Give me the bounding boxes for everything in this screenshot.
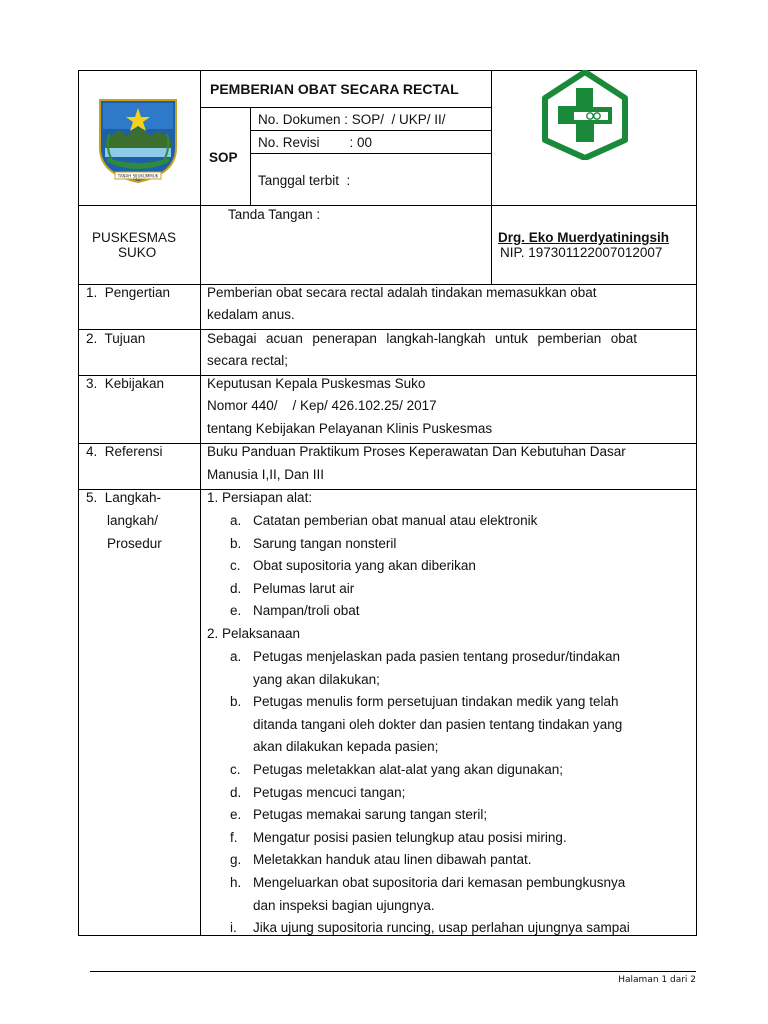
pelaksanaan-item-text: akan dilakukan kepada pasien; xyxy=(253,739,439,755)
tujuan-line: secara rectal; xyxy=(207,353,289,368)
sop-label: SOP xyxy=(209,150,238,165)
section-label-referensi: 4. Referensi xyxy=(86,444,163,459)
persiapan-item-marker: b. xyxy=(230,535,242,551)
persiapan-title: 1. Persiapan alat: xyxy=(207,490,313,505)
persiapan-item-marker: c. xyxy=(230,558,241,574)
persiapan-item-text: Obat supositoria yang akan diberikan xyxy=(253,558,476,574)
pelaksanaan-item-text: Petugas memakai sarung tangan steril; xyxy=(253,807,488,823)
row-divider-2 xyxy=(78,329,697,330)
pelaksanaan-item-marker: g. xyxy=(230,852,242,868)
section-label-langkah: langkah/ xyxy=(107,513,159,528)
section-label-langkah: Prosedur xyxy=(107,536,162,551)
section-label-kebijakan: 3. Kebijakan xyxy=(86,376,165,391)
title-underline xyxy=(200,107,491,108)
header-divider-left xyxy=(200,70,201,285)
tanda-tangan-label: Tanda Tangan : xyxy=(228,207,321,222)
puskesmas-name-line2: SUKO xyxy=(118,245,157,260)
tujuan-line: Sebagai acuan penerapan langkah-langkah untuk pemberian obat xyxy=(207,331,638,346)
pelaksanaan-item-text: Petugas meletakkan alat-alat yang akan digunakan; xyxy=(253,762,563,777)
pelaksanaan-title: 2. Pelaksanaan xyxy=(207,626,301,641)
page-number: Halaman 1 dari 2 xyxy=(618,975,696,985)
table-border-left xyxy=(78,70,79,936)
pelaksanaan-item-text: Mengatur posisi pasien telungkup atau posisi miring. xyxy=(253,829,567,845)
persiapan-item-text: Nampan/troli obat xyxy=(253,603,360,619)
pelaksanaan-item-text: Petugas mencuci tangan; xyxy=(253,784,406,800)
pelaksanaan-item-marker: i. xyxy=(230,920,237,936)
header-row-divider xyxy=(78,205,697,206)
revisi-underline xyxy=(250,153,491,154)
pelaksanaan-item-marker: f. xyxy=(230,829,238,845)
persiapan-item-marker: a. xyxy=(230,513,242,528)
no-revisi-field: No. Revisi : 00 xyxy=(258,135,373,150)
signer-nip: NIP. 197301122007012007 xyxy=(500,245,663,260)
persiapan-item-text: Pelumas larut air xyxy=(253,580,355,596)
dokumen-underline xyxy=(250,130,491,131)
regional-emblem-logo xyxy=(95,96,181,186)
table-border-right xyxy=(696,70,697,936)
sop-divider xyxy=(250,107,251,205)
pelaksanaan-item-text: Meletakkan handuk atau linen dibawah pantat. xyxy=(253,852,532,868)
pelaksanaan-item-text: Jika ujung supositoria runcing, usap perlahan ujungnya sampai xyxy=(253,920,630,936)
kebijakan-line: tentang Kebijakan Pelayanan Klinis Puskesmas xyxy=(207,421,493,436)
puskesmas-name-line1: PUSKESMAS xyxy=(92,230,177,245)
persiapan-item-text: Catatan pemberian obat manual atau elektronik xyxy=(253,513,538,528)
pelaksanaan-item-marker: c. xyxy=(230,762,241,777)
kebijakan-line: Keputusan Kepala Puskesmas Suko xyxy=(207,376,426,391)
pelaksanaan-item-marker: d. xyxy=(230,784,242,800)
puskesmas-logo xyxy=(540,70,630,160)
referensi-line: Manusia I,II, Dan III xyxy=(207,467,325,482)
referensi-line: Buku Panduan Praktikum Proses Keperawatan Dan Kebutuhan Dasar xyxy=(207,444,626,459)
document-title: PEMBERIAN OBAT SECARA RECTAL xyxy=(210,81,459,97)
section-label-pengertian: 1. Pengertian xyxy=(86,285,171,300)
row-divider-5 xyxy=(78,489,697,490)
header-divider-right xyxy=(491,70,492,285)
persiapan-item-text: Sarung tangan nonsteril xyxy=(253,535,397,551)
pelaksanaan-item-text: yang akan dilakukan; xyxy=(253,671,380,687)
no-dokumen-field: No. Dokumen : SOP/ / UKP/ II/ xyxy=(258,112,446,127)
section-label-tujuan: 2. Tujuan xyxy=(86,331,146,346)
pengertian-line: kedalam anus. xyxy=(207,307,295,322)
signer-name: Drg. Eko Muerdyatiningsih xyxy=(498,230,670,245)
persiapan-item-marker: d. xyxy=(230,580,242,596)
tanggal-terbit-field: Tanggal terbit : xyxy=(258,173,351,188)
pelaksanaan-item-marker: e. xyxy=(230,807,242,823)
pengertian-line: Pemberian obat secara rectal adalah tindakan memasukkan obat xyxy=(207,285,597,300)
pelaksanaan-item-marker: h. xyxy=(230,875,242,890)
pelaksanaan-item-marker: a. xyxy=(230,649,242,664)
svg-text:TANAH SIJUKUMMUK: TANAH SIJUKUMMUK xyxy=(117,173,159,179)
kebijakan-line: Nomor 440/ / Kep/ 426.102.25/ 2017 xyxy=(207,398,437,413)
pelaksanaan-item-text: Petugas menjelaskan pada pasien tentang prosedur/tindakan xyxy=(253,649,621,664)
pelaksanaan-item-text: Mengeluarkan obat supositoria dari kemasan pembungkusnya xyxy=(253,875,626,890)
footer-rule xyxy=(90,971,696,972)
pelaksanaan-item-text: ditanda tangani oleh dokter dan pasien tentang tindakan yang xyxy=(253,716,623,732)
pelaksanaan-item-marker: b. xyxy=(230,694,242,710)
label-column-divider xyxy=(200,284,201,936)
pelaksanaan-item-text: Petugas menulis form persetujuan tindakan medik yang telah xyxy=(253,694,619,710)
pelaksanaan-item-text: dan inspeksi bagian ujungnya. xyxy=(253,897,435,913)
persiapan-item-marker: e. xyxy=(230,603,242,619)
section-label-langkah: 5. Langkah- xyxy=(86,490,162,505)
